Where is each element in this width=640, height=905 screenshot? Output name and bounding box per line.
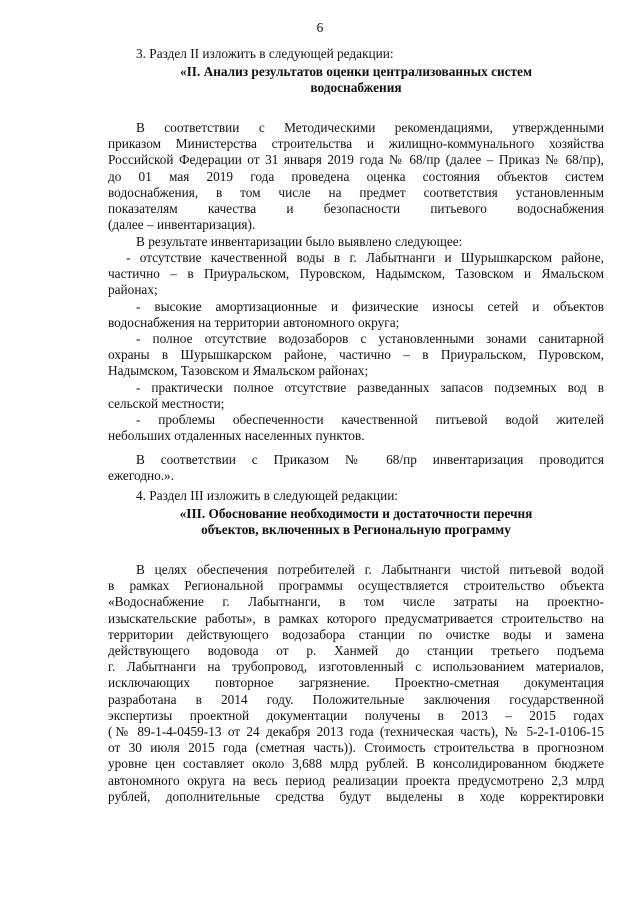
section-2-title-line: «II. Анализ результатов оценки централизованных систем: [179, 64, 533, 79]
page-number: 6: [316, 20, 324, 35]
conclusion: [108, 452, 604, 484]
text-line: Российской Федерации от 31 января 2019 года № 68/пр (далее – Приказ № 68/пр),: [108, 152, 604, 168]
text-line: (№ 89-1-4-0459-13 от 24 декабря 2013 года (техническая часть), № 5-2-1-0106-15: [108, 724, 604, 740]
text-line: разработана в 2014 году. Положительные заключения государственной: [108, 691, 604, 707]
text-line: водоснабжения, в том числе на предмет соответствия установленным: [108, 184, 604, 200]
section-3-paragraph: [108, 562, 604, 805]
text-line: небольших отдаленных населенных пунктов.: [108, 428, 365, 444]
section-2-title-line: водоснабжения: [310, 80, 402, 96]
finding-item: [108, 331, 604, 380]
text-line: частично – в Приуральском, Пуровском, Надымском, Тазовском и Ямальском: [108, 266, 604, 282]
section-3-title-line: объектов, включенных в Региональную программу: [201, 522, 511, 538]
finding-item: [108, 250, 604, 299]
text-line: - полное отсутствие водозаборов с установленными зонами санитарной: [136, 331, 604, 347]
text-line: В соответствии с Методическими рекомендациями, утвержденными: [136, 120, 604, 135]
text-line: действующего водовода от р. Ханмей до станции третьего подъема: [108, 643, 604, 659]
text-line: охраны в Шурышкарском районе, частично – в Приуральском, Пуровском,: [108, 347, 604, 363]
text-line: районах;: [108, 282, 158, 298]
text-line: от 30 июля 2015 года (сметная часть)). Стоимость строительства в прогнозном: [108, 740, 604, 756]
section-3-title: [108, 506, 604, 538]
text-line: приказом Министерства строительства и жилищно-коммунального хозяйства: [108, 136, 604, 152]
text-line: - практически полное отсутствие разведанных запасов подземных вод в: [136, 379, 604, 395]
section-3-title-line: «III. Обоснование необходимости и достаточности перечня: [179, 506, 533, 521]
text-line: изыскательские работы», в рамках которого предусматривается строительство на: [108, 610, 604, 626]
text-line: В соответствии с Приказом № 68/пр инвентаризация проводится: [136, 452, 604, 467]
text-line: показателям качества и безопасности питьевого водоснабжения: [108, 201, 604, 217]
text-line: г. Лабытнанги на трубопровод, изготовленный с использованием материалов,: [108, 659, 604, 675]
text-line: до 01 мая 2019 года проведена оценка состояния объектов систем: [108, 168, 604, 184]
text-line: территории действующего водозабора станции по очистке воды и замена: [108, 626, 604, 642]
item-4-intro: [108, 488, 604, 504]
text-line: В результате инвентаризации было выявлено следующее:: [136, 234, 463, 249]
item-3-text: 3. Раздел II изложить в следующей редакции:: [136, 46, 394, 61]
text-line: Надымском, Тазовском и Ямальском районах;: [108, 363, 369, 379]
text-line: водоснабжения на территории автономного округа;: [108, 314, 400, 330]
section-2-paragraph: [108, 120, 604, 233]
text-line: - отсутствие качественной воды в г. Лабытнанги и Шурышкарском районе,: [126, 250, 604, 265]
text-line: (далее – инвентаризация).: [108, 217, 256, 233]
text-line: сельской местности;: [108, 395, 225, 411]
text-line: уровне цен составляет около 3,688 млрд рублей. В консолидированном бюджете: [108, 756, 604, 772]
finding-item: [108, 412, 604, 444]
text-line: в рамках Региональной программы осуществляется строительство объекта: [108, 578, 604, 594]
findings-list: [108, 250, 604, 444]
text-line: исключающих повторное загрязнение. Проектно-сметная документация: [108, 675, 604, 691]
text-line: ежегодно.».: [108, 468, 175, 484]
item-3-intro: [108, 46, 604, 62]
text-line: «Водоснабжение г. Лабытнанги, в том числе затраты на проектно-: [108, 594, 604, 610]
text-line: рублей, дополнительные средства будут выделены в ходе корректировки: [108, 788, 604, 804]
section-2-title: [108, 64, 604, 96]
finding-item: [108, 299, 604, 331]
text-line: автономного округа на весь период реализации проекта предусмотрено 2,3 млрд: [108, 772, 604, 788]
text-line: экспертизы проектной документации получены в 2013 – 2015 годах: [108, 707, 604, 723]
finding-item: [108, 380, 604, 412]
text-line: В целях обеспечения потребителей г. Лабытнанги чистой питьевой водой: [136, 562, 604, 577]
text-line: - высокие амортизационные и физические износы сетей и объектов: [136, 298, 604, 314]
text-line: 4. Раздел III изложить в следующей редакции:: [136, 488, 399, 503]
text-line: - проблемы обеспеченности качественной питьевой водой жителей: [136, 412, 604, 428]
inventory-intro: [108, 234, 604, 250]
